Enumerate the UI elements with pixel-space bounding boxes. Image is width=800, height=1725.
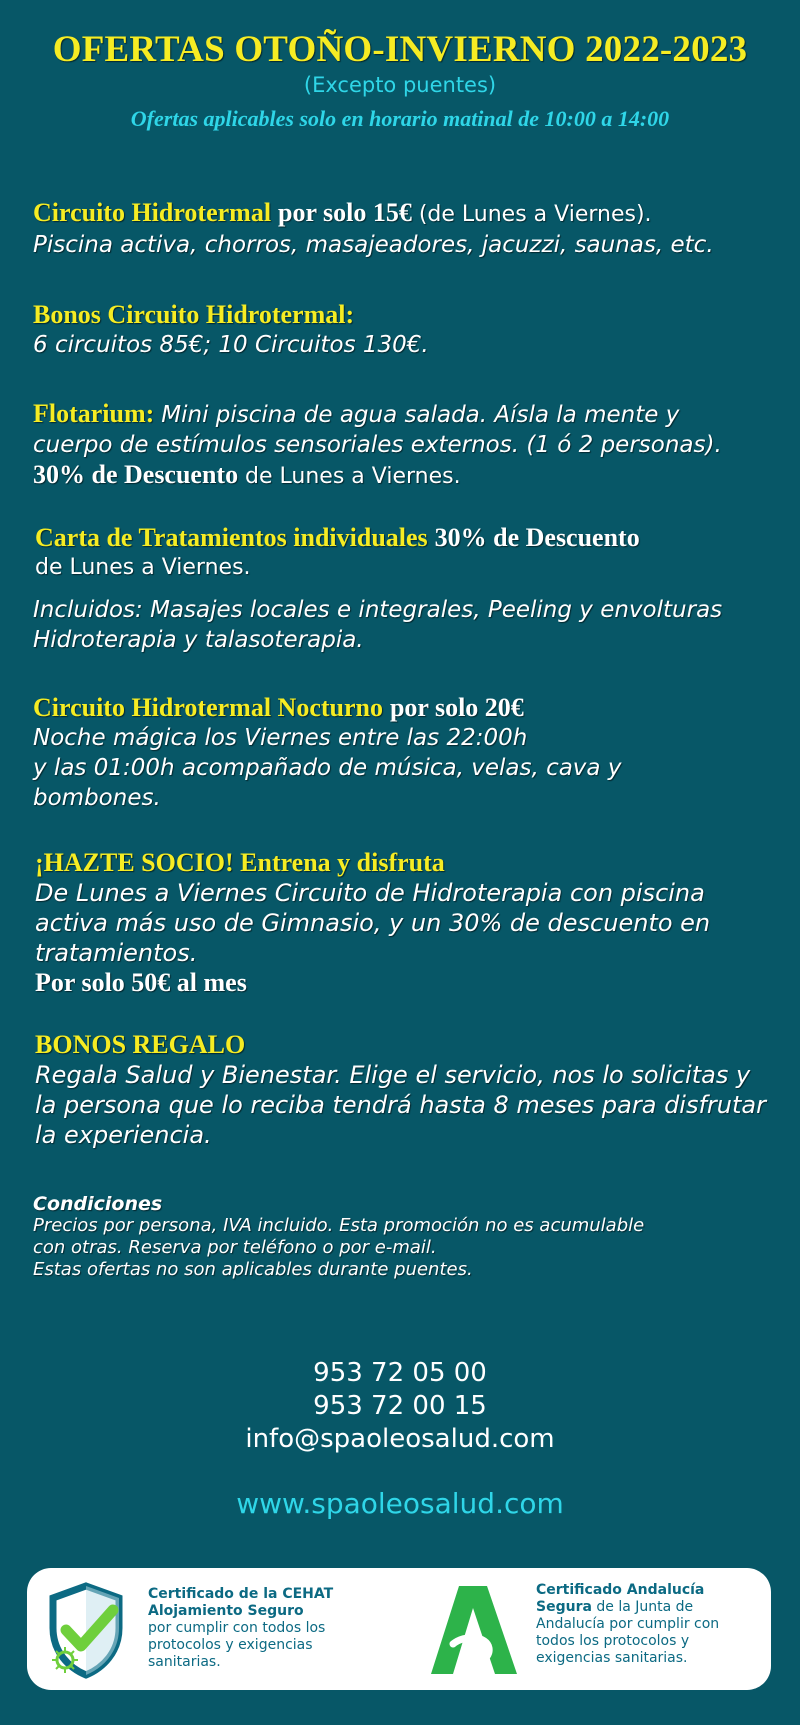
hours-note: Ofertas aplicables solo en horario matinal de 10:00 a 14:00: [130, 106, 670, 131]
offer-nocturno-desc-2: y las 01:00h acompañado de música, velas, cava y: [33, 755, 622, 781]
andalucia-desc-4: exigencias sanitarias.: [536, 1650, 688, 1666]
offer-flotarium-desc-2: cuerpo de estímulos sensoriales externos. (1 ó 2 personas).: [33, 432, 722, 458]
offer-regalo: [35, 1030, 785, 1150]
email-link[interactable]: info@spaoleosalud.com: [245, 1424, 555, 1454]
offer-nocturno: [33, 693, 783, 813]
conditions: [33, 1193, 783, 1281]
offer-tratamientos-included-1: Incluidos: Masajes locales e integrales, Peeling y envolturas: [33, 597, 723, 623]
page-subtitle: (Excepto puentes): [303, 73, 497, 97]
header: [0, 28, 800, 134]
phone-2[interactable]: 953 72 00 15: [313, 1391, 487, 1421]
offer-bonos-name: Bonos Circuito Hidrotermal:: [33, 300, 355, 329]
offer-regalo-desc-1: Regala Salud y Bienestar. Elige el servicio, nos lo solicitas y: [35, 1061, 751, 1089]
andalucia-desc-1: de la Junta de: [596, 1599, 694, 1615]
conditions-title: Condiciones: [33, 1193, 163, 1215]
cehat-cert: [148, 1586, 333, 1671]
contact: [0, 1357, 800, 1456]
certificates-panel: [27, 1568, 771, 1690]
offer-nocturno-desc-3: bombones.: [33, 785, 161, 811]
offer-circuito: [33, 198, 783, 260]
cehat-title-2: Alojamiento Seguro: [148, 1603, 304, 1619]
offer-flotarium-name: Flotarium:: [33, 399, 155, 428]
offer-tratamientos-included-2: Hidroterapia y talasoterapia.: [33, 627, 364, 653]
offer-socio-desc-2: activa más uso de Gimnasio, y un 30% de descuento en: [35, 909, 711, 937]
offer-tratamientos-discount: 30% de Descuento: [434, 523, 640, 552]
andalucia-a-logo: [425, 1582, 521, 1678]
offer-tratamientos: [35, 523, 785, 583]
andalucia-desc-3: todos los protocolos y: [536, 1633, 690, 1649]
cehat-desc-3: sanitarias.: [148, 1654, 221, 1670]
offer-bonos-desc: 6 circuitos 85€; 10 Circuitos 130€.: [33, 332, 429, 358]
offer-regalo-desc-2: la persona que lo reciba tendrá hasta 8 meses para disfrutar: [35, 1091, 766, 1119]
offer-tratamientos-name: Carta de Tratamientos individuales: [35, 523, 428, 552]
andalucia-title-1: Certificado Andalucía: [536, 1582, 705, 1598]
conditions-line-2: con otras. Reserva por teléfono o por e-mail.: [33, 1237, 437, 1258]
cehat-desc-2: protocolos y exigencias: [148, 1637, 313, 1653]
offer-socio-name: ¡HAZTE SOCIO! Entrena y disfruta: [35, 848, 445, 877]
offer-socio-desc-3: tratamientos.: [35, 939, 198, 967]
offer-circuito-price: por solo 15€: [278, 198, 412, 227]
page-title: OFERTAS OTOÑO-INVIERNO 2022-2023: [52, 29, 748, 70]
offer-circuito-days: (de Lunes a Viernes).: [418, 202, 652, 227]
offer-regalo-name: BONOS REGALO: [35, 1030, 246, 1059]
offer-nocturno-desc-1: Noche mágica los Viernes entre las 22:00h: [33, 725, 528, 751]
offer-circuito-desc: Piscina activa, chorros, masajeadores, jacuzzi, saunas, etc.: [33, 232, 714, 258]
offer-tratamientos-included: [33, 595, 783, 655]
offer-bonos: [33, 300, 783, 360]
offer-nocturno-price: por solo 20€: [389, 693, 524, 722]
offer-circuito-name: Circuito Hidrotermal: [33, 198, 272, 227]
cehat-desc-1: por cumplir con todos los: [148, 1620, 326, 1636]
offer-flotarium-discount: 30% de Descuento: [33, 460, 239, 489]
phone-1[interactable]: 953 72 05 00: [313, 1358, 487, 1388]
cehat-title-1: Certificado de la CEHAT: [148, 1586, 334, 1602]
offer-nocturno-name: Circuito Hidrotermal Nocturno: [33, 693, 383, 722]
offer-socio-price: Por solo 50€ al mes: [35, 968, 247, 997]
offer-flotarium: [33, 399, 783, 492]
shield-check-icon: [41, 1580, 131, 1680]
offer-tratamientos-days: de Lunes a Viernes.: [35, 555, 251, 580]
andalucia-cert: [536, 1582, 719, 1667]
offer-regalo-desc-3: la experiencia.: [35, 1121, 212, 1149]
offer-flotarium-desc-1: Mini piscina de agua salada. Aísla la mente y: [161, 402, 680, 428]
conditions-line-3: Estas ofertas no son aplicables durante puentes.: [33, 1259, 473, 1280]
offer-socio: [35, 848, 785, 998]
website-link[interactable]: www.spaoleosalud.com: [236, 1487, 564, 1520]
offer-flotarium-days: de Lunes a Viernes.: [245, 464, 461, 489]
andalucia-title-2: Segura: [536, 1599, 592, 1615]
andalucia-desc-2: Andalucía por cumplir con: [536, 1616, 720, 1632]
conditions-line-1: Precios por persona, IVA incluido. Esta promoción no es acumulable: [33, 1215, 645, 1236]
offer-socio-desc-1: De Lunes a Viernes Circuito de Hidroterapia con piscina: [35, 879, 705, 907]
